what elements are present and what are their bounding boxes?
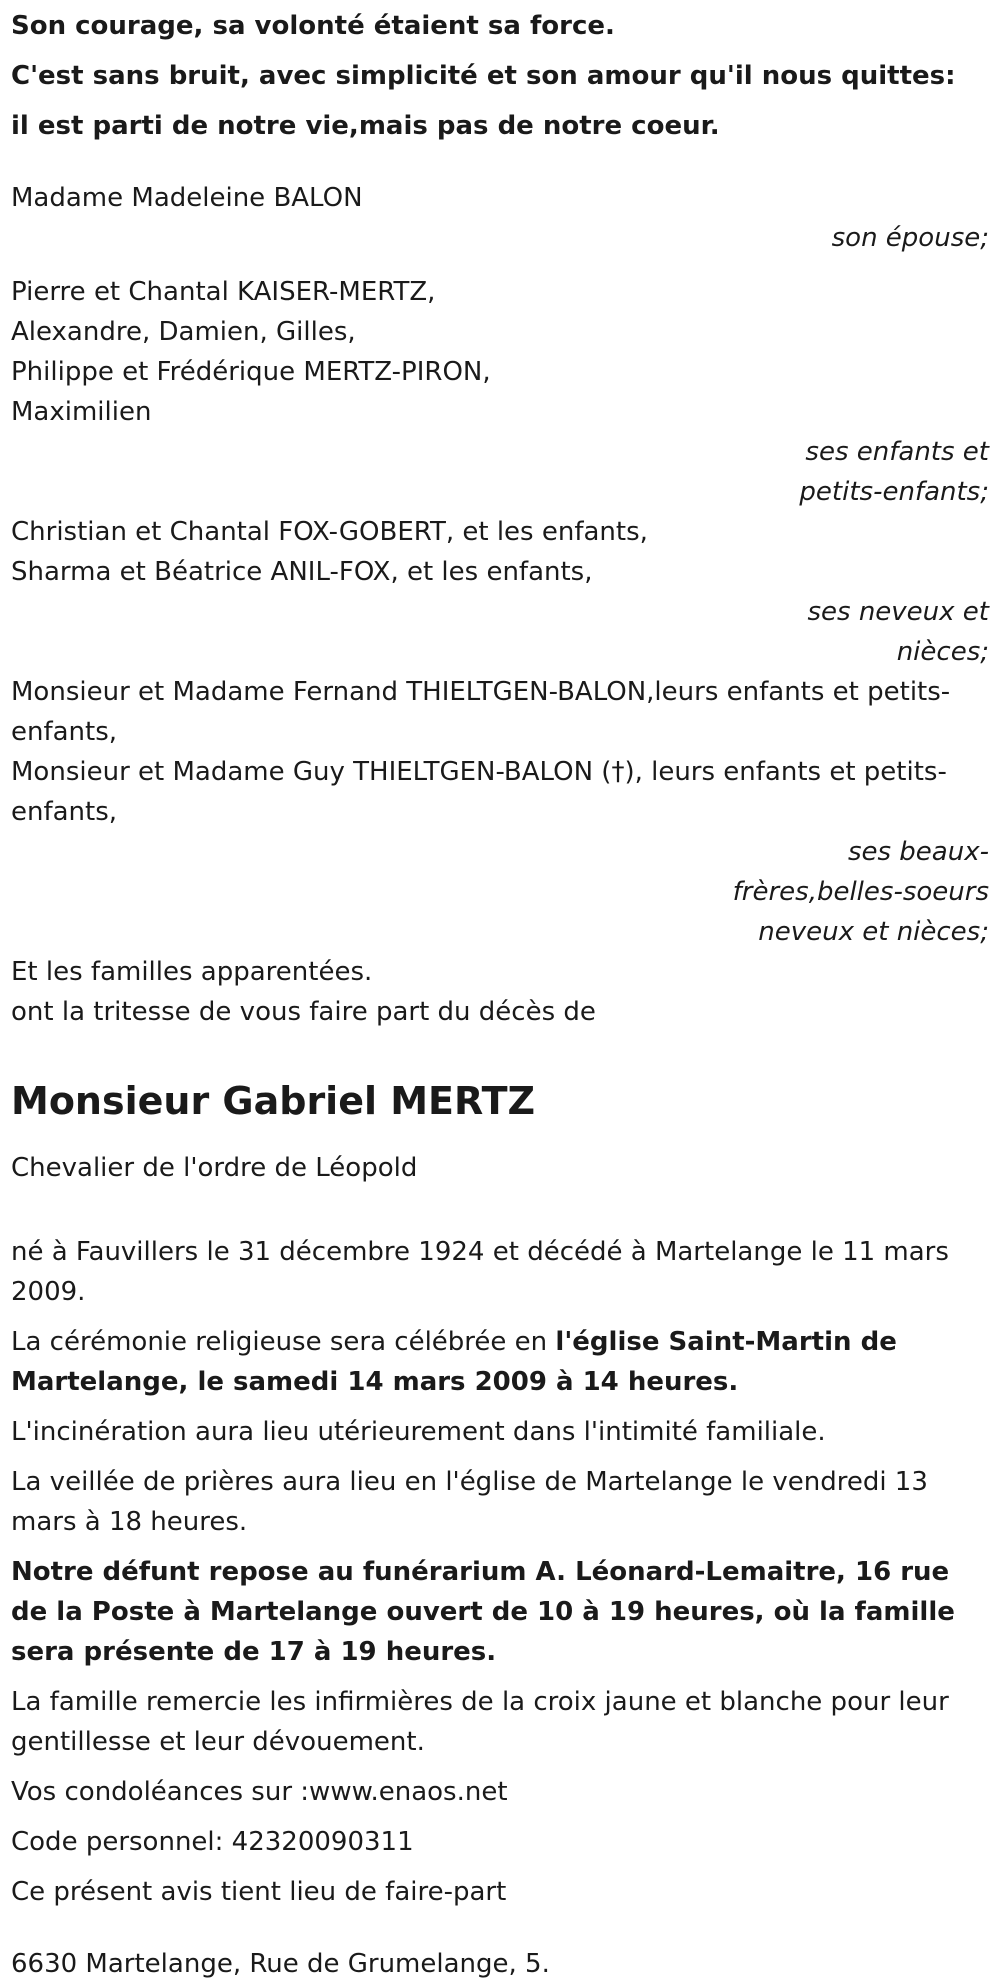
deceased-title: Chevalier de l'ordre de Léopold xyxy=(11,1153,418,1183)
motto-line-3: il est parti de notre vie,mais pas de notre coeur. xyxy=(11,111,720,141)
spouse-name: Madame Madeleine BALON xyxy=(11,183,363,213)
address: 6630 Martelange, Rue de Grumelange, 5. xyxy=(11,1949,550,1979)
child-entry-1: Pierre et Chantal KAISER-MERTZ, xyxy=(11,277,436,307)
nephews-role-line-2: nièces; xyxy=(896,637,989,667)
incineration-info: L'incinération aura lieu utérieurement dans l'intimité familiale. xyxy=(11,1417,826,1447)
children-role-line-2: petits-enfants; xyxy=(799,477,989,507)
personal-code: Code personnel: 42320090311 xyxy=(11,1827,414,1857)
children-role-line-1: ses enfants et xyxy=(805,437,989,467)
child-entry-3: Philippe et Frédérique MERTZ-PIRON, xyxy=(11,357,491,387)
notice-line: Ce présent avis tient lieu de faire-part xyxy=(11,1877,507,1907)
inlaw-entry-1a: Monsieur et Madame Fernand THIELTGEN-BALON,leurs enfants et petits- xyxy=(11,677,951,707)
inlaws-role-line-3: neveux et nièces; xyxy=(758,917,989,947)
ceremony-prefix: La cérémonie religieuse sera célébrée en xyxy=(11,1327,556,1357)
inlaws-role-line-1: ses beaux- xyxy=(847,837,989,867)
obituary-content xyxy=(11,6,989,1984)
inlaw-entry-2b: enfants, xyxy=(11,797,118,827)
ceremony-info xyxy=(11,1322,989,1402)
ceremony-location-time: l'église Saint-Martin de Martelange, le samedi 14 mars 2009 à 14 heures. xyxy=(11,1327,897,1397)
thanks-note: La famille remercie les infirmières de la croix jaune et blanche pour leur gentillesse et leur dévouement. xyxy=(11,1687,949,1757)
birth-death-info: né à Fauvillers le 31 décembre 1924 et décédé à Martelange le 11 mars 2009. xyxy=(11,1237,949,1307)
nephew-entry-1: Christian et Chantal FOX-GOBERT, et les enfants, xyxy=(11,517,648,547)
related-families: Et les familles apparentées. xyxy=(11,957,373,987)
condolences-info: Vos condoléances sur :www.enaos.net xyxy=(11,1777,508,1807)
nephew-entry-2: Sharma et Béatrice ANIL-FOX, et les enfants, xyxy=(11,557,593,587)
nephews-role-line-1: ses neveux et xyxy=(807,597,989,627)
announcement: ont la tritesse de vous faire part du décès de xyxy=(11,997,596,1027)
motto xyxy=(11,6,989,146)
funeral-home-info: Notre défunt repose au funérarium A. Léonard-Lemaitre, 16 rue de la Poste à Martelange ouvert de 10 à 19 heures, où la famille sera présente de 17 à 19 heures. xyxy=(11,1557,955,1667)
child-entry-2: Alexandre, Damien, Gilles, xyxy=(11,317,356,347)
inlaw-entry-2a: Monsieur et Madame Guy THIELTGEN-BALON (†), leurs enfants et petits- xyxy=(11,757,947,787)
inlaw-entry-1b: enfants, xyxy=(11,717,118,747)
inlaws-role-line-2: frères,belles-soeurs xyxy=(732,877,989,907)
deceased-name: Monsieur Gabriel MERTZ xyxy=(11,1079,536,1123)
vigil-info: La veillée de prières aura lieu en l'église de Martelange le vendredi 13 mars à 18 heures. xyxy=(11,1467,928,1537)
motto-line-1: Son courage, sa volonté étaient sa force. xyxy=(11,11,615,41)
spouse-role: son épouse; xyxy=(831,223,989,253)
child-entry-4: Maximilien xyxy=(11,397,152,427)
motto-line-2: C'est sans bruit, avec simplicité et son amour qu'il nous quittes: xyxy=(11,61,956,91)
